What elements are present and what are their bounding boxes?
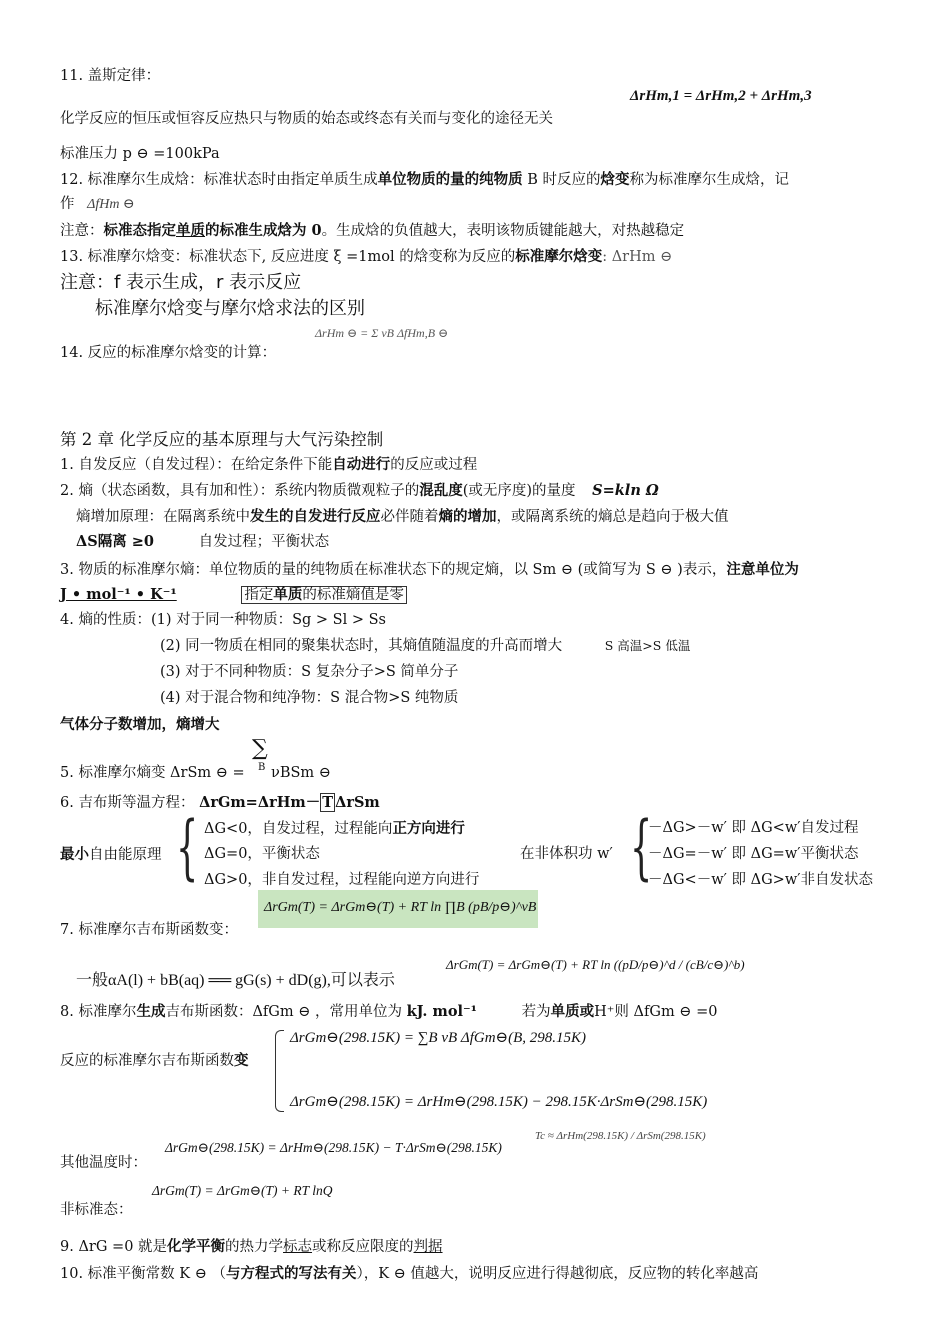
c9-d: 标志 <box>283 1239 313 1255</box>
c5-B: B <box>258 762 266 773</box>
c5-b: νBSm ⊖ <box>271 765 331 781</box>
c7b-b: αA(l) + bB(aq) ══ gG(s) + dD(g), <box>108 972 331 989</box>
c3-box-c: 的标准熵值是零 <box>302 587 404 603</box>
c7-formula: ΔrGm(T) = ΔrGm⊖(T) + RT ln ∏B (pB/p⊖)^νB <box>264 900 537 915</box>
g-line-2: ΔG=0，平衡状态 <box>204 846 320 862</box>
gp-b: 自由能原理 <box>89 847 162 863</box>
c2e-c: 必伴随着 <box>380 509 439 525</box>
c1-c: 的反应或过程 <box>390 457 478 473</box>
other-temp-label: 其他温度时： <box>60 1155 147 1171</box>
c-line-7b <box>76 970 395 990</box>
c3-box <box>241 586 407 604</box>
rx-formula-1: ΔrGm⊖(298.15K) = ∑B νB ΔfGm⊖(B, 298.15K) <box>290 1030 587 1046</box>
w-line-2: －ΔG=－w′ 即 ΔG=w′平衡状态 <box>648 846 859 862</box>
c2e-e: ，或隔离系统的熵总是趋向于极大值 <box>496 509 729 525</box>
c7b-c: 可以表示 <box>330 970 395 989</box>
line-11-title: 11. 盖斯定律： <box>60 68 161 84</box>
c9-f: 判据 <box>413 1239 443 1255</box>
c10-a: 10. 标准平衡常数 K ⊖ （ <box>60 1266 226 1282</box>
c10-c: ），K ⊖ 值越大，说明反应进行得越彻底，反应物的转化率越高 <box>356 1266 759 1282</box>
c8-g: H⁺则 ΔfGm ⊖ =0 <box>594 1004 718 1020</box>
l13-c: : ΔrHm ⊖ <box>602 249 673 265</box>
l13-a: 13. 标准摩尔焓变：标准状态下, 反应进度 ξ =1mol 的焓变称为反应的 <box>60 249 516 265</box>
c3-b: 注意单位为 <box>726 561 799 578</box>
l12-c: B 时反应的 <box>522 172 601 188</box>
g-line-3: ΔG>0，非自发过程，过程能向逆方向进行 <box>204 872 480 888</box>
c-line-8 <box>60 1003 717 1021</box>
rx-formula-2: ΔrGm⊖(298.15K) = ΔrHm⊖(298.15K) − 298.15K·ΔrSm⊖(298.15K) <box>290 1094 708 1110</box>
c8-a: 8. 标准摩尔 <box>60 1004 137 1020</box>
gibbs-principle <box>60 846 162 864</box>
c8-d: kJ. mol⁻¹ <box>406 1003 478 1020</box>
c3-unit: J • mol⁻¹ • K⁻¹ <box>60 586 177 603</box>
hess-formula: ΔrHm,1 = ΔrHm,2 + ΔrHm,3 <box>630 88 812 104</box>
std-pressure: 标准压力 p ⊖ =100kPa <box>60 146 220 162</box>
c1-b: 自动进行 <box>332 456 391 473</box>
note1-d: 的标准生成焓为 0 <box>205 222 322 239</box>
line-14: 14. 反应的标准摩尔焓变的计算： <box>60 345 277 361</box>
gp-a: 最小 <box>60 846 89 863</box>
c10-b: 与方程式的写法有关 <box>225 1265 357 1282</box>
note-1 <box>60 222 684 240</box>
c6-a: 6. 吉布斯等温方程： <box>60 795 195 811</box>
note-2: 注意：f 表示生成，r 表示反应 <box>60 272 302 293</box>
c4-2b: S 高温>S 低温 <box>604 638 691 653</box>
c-line-10 <box>60 1265 758 1283</box>
c2f-a: ΔS隔离 ≥0 <box>76 533 155 550</box>
right-brace: { <box>630 806 653 888</box>
other-temp-formula: ΔrGm⊖(298.15K) = ΔrHm⊖(298.15K) − T·ΔrSm⊖(298.15K) <box>165 1140 502 1155</box>
c2e-a: 熵增加原理：在隔离系统中 <box>76 509 250 525</box>
g1-a: ΔG<0，自发过程，过程能向 <box>204 821 393 837</box>
c-line-4-3: (3) 对于不同种物质：S 复杂分子>S 简单分子 <box>160 664 459 680</box>
line-12 <box>60 171 789 189</box>
c-line-2e <box>76 508 729 526</box>
c8-c: 吉布斯函数：ΔfGm ⊖ ，常用单位为 <box>165 1004 402 1020</box>
w-line-3: －ΔG<－w′ 即 ΔG>w′非自发状态 <box>648 872 874 888</box>
c3-box-a: 指定 <box>244 587 274 603</box>
l12-d: 焓变 <box>600 171 630 188</box>
c2-b: 混乱度 <box>419 482 463 499</box>
c2e-d: 熵的增加 <box>438 508 497 525</box>
c1-a: 1. 自发反应（自发过程）：在给定条件下能 <box>60 457 333 473</box>
c-line-1 <box>60 456 477 474</box>
line-13 <box>60 248 672 266</box>
c-line-9 <box>60 1238 443 1256</box>
c7b-a: 一般 <box>76 970 109 989</box>
c2e-b: 发生的自发进行反应 <box>250 508 381 525</box>
c-line-4: 4. 熵的性质：(1) 对于同一种物质：Sg > Sl > Ss <box>60 612 386 628</box>
l14-formula: ΔrHm ⊖ = Σ νB ΔfHm,B ⊖ <box>315 326 449 340</box>
c-line-4-2 <box>160 638 690 655</box>
c5-sum: ∑ <box>252 736 268 761</box>
nonstandard-formula: ΔrGm(T) = ΔrGm⊖(T) + RT lnQ <box>152 1183 333 1198</box>
line-12-cont <box>60 196 135 214</box>
c-line-7: 7. 标准摩尔吉布斯函数变： <box>60 922 238 938</box>
c2-d: S=kln Ω <box>592 482 659 499</box>
c2f-b: 自发过程；平衡状态 <box>198 534 330 550</box>
c9-a: 9. ΔrG =0 就是 <box>60 1239 168 1255</box>
note-3: 标准摩尔焓变与摩尔焓求法的区别 <box>95 298 365 319</box>
g-line-1 <box>204 820 465 838</box>
note1-e: 。生成焓的负值越大，表明该物质键能越大，对热越稳定 <box>321 223 685 239</box>
c3-box-b: 单质 <box>273 586 303 603</box>
nonstandard-label: 非标准态： <box>60 1202 133 1218</box>
c6-T: T <box>322 794 334 811</box>
c-line-6 <box>60 794 380 812</box>
c-line-4-4: (4) 对于混合物和纯净物：S 混合物>S 纯物质 <box>160 690 459 706</box>
c7b-formula: ΔrGm(T) = ΔrGm⊖(T) + RT ln ((pD/p⊖)^d / (cB/c⊖)^b) <box>446 957 745 972</box>
c8-f: 单质或 <box>550 1003 595 1020</box>
rx-bracket <box>275 1030 284 1112</box>
nonvolume-work: 在非体积功 w′ <box>520 846 613 862</box>
line-11-body: 化学反应的恒压或恒容反应热只与物质的始态或终态有关而与变化的途径无关 <box>60 111 553 127</box>
c6-b: ΔrGm=ΔrHm－ <box>199 794 321 811</box>
c-line-4-bold: 气体分子数增加，熵增大 <box>60 716 220 733</box>
l12-e: 称为标准摩尔生成焓，记 <box>629 172 790 188</box>
chapter-2-title: 第 2 章 化学反应的基本原理与大气污染控制 <box>60 430 384 449</box>
c9-e: 或称反应限度的 <box>312 1239 414 1255</box>
note1-b: 标准态指定 <box>103 222 176 239</box>
c9-b: 化学平衡 <box>167 1238 226 1255</box>
left-brace: { <box>176 806 199 888</box>
rx-b: 变 <box>234 1052 249 1069</box>
g1-b: 正方向进行 <box>392 820 465 837</box>
c4-2a: (2) 同一物质在相同的聚集状态时，其熵值随温度的升高而增大 <box>160 638 563 654</box>
rx-a: 反应的标准摩尔吉布斯函数 <box>60 1053 234 1069</box>
tc-formula: Tc ≈ ΔrHm(298.15K) / ΔrSm(298.15K) <box>535 1130 706 1142</box>
c6-c: ΔrSm <box>335 794 380 811</box>
c9-c: 的热力学 <box>225 1239 284 1255</box>
c8-e: 若为 <box>521 1004 551 1020</box>
c2-a: 2. 熵（状态函数，具有加和性）：系统内物质微观粒子的 <box>60 483 420 499</box>
c2-c: (或无序度)的量度 <box>462 483 576 499</box>
l12-symbol: ΔfHm ⊖ <box>87 197 135 212</box>
l13-b: 标准摩尔焓变 <box>515 248 603 265</box>
c-line-2f <box>76 533 329 551</box>
c-line-5: 5. 标准摩尔熵变 ΔrSm ⊖ = <box>60 765 245 781</box>
reaction-gibbs <box>60 1052 249 1070</box>
c3-a: 3. 物质的标准摩尔熵：单位物质的量的纯物质在标准状态下的规定熵，以 Sm ⊖ (或简写为 S ⊖ )表示， <box>60 562 727 578</box>
l12-f: 作 <box>60 196 75 212</box>
note1-a: 注意： <box>60 223 104 239</box>
l12-a: 12. 标准摩尔生成焓：标准状态时由指定单质生成 <box>60 172 378 188</box>
c-line-3b <box>60 586 407 604</box>
w-line-1: －ΔG>－w′ 即 ΔG<w′自发过程 <box>648 820 859 836</box>
l12-b: 单位物质的量的纯物质 <box>377 171 523 188</box>
c-line-3 <box>60 561 799 579</box>
note1-c: 单质 <box>176 222 205 239</box>
c8-b: 生成 <box>136 1003 166 1020</box>
c-line-2 <box>60 482 659 500</box>
